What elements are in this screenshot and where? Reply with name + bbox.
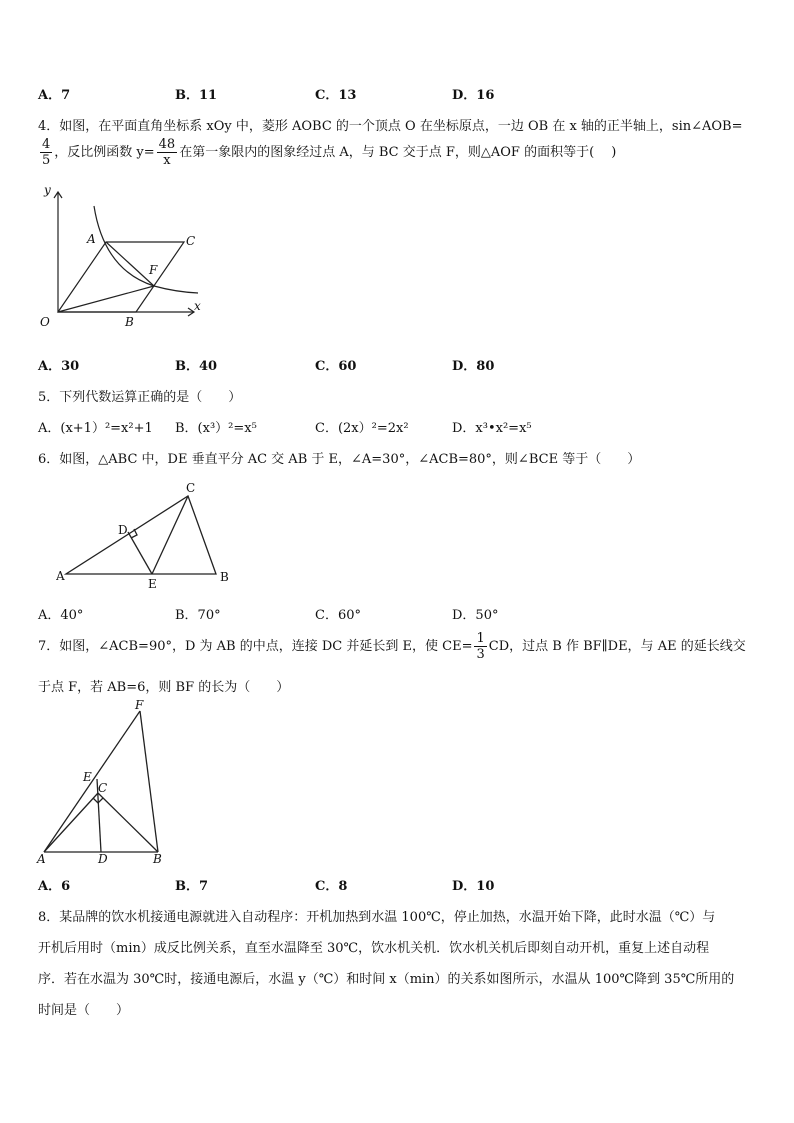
label-x: x xyxy=(194,299,201,313)
frac-num: 1 xyxy=(476,631,485,646)
q4-fraction-4-5 xyxy=(40,137,52,168)
q7-figure xyxy=(34,697,174,869)
q4-fraction-48-x xyxy=(157,137,178,168)
segment-af xyxy=(106,242,154,286)
q8-line4: 时间是（ ） xyxy=(38,1003,130,1018)
label-a: A xyxy=(56,569,65,583)
option-d: D．80 xyxy=(452,359,495,374)
label-f: F xyxy=(149,263,158,277)
label-f: F xyxy=(135,698,144,712)
frac-den: 3 xyxy=(476,647,485,662)
option-d: D．x³•x²=x⁵ xyxy=(452,421,532,436)
segment-af xyxy=(44,711,140,852)
option-c: C．8 xyxy=(315,879,348,894)
option-c: C．60° xyxy=(315,608,361,623)
frac-num: 48 xyxy=(158,137,176,152)
option-d: D．16 xyxy=(452,88,495,103)
q8-line1: 8．某品牌的饮水机接通电源就进入自动程序：开机加热到水温 100℃，停止加热，水温开始下降，此时水温（℃）与 xyxy=(38,910,716,925)
q5-question: 5．下列代数运算正确的是（ ） xyxy=(38,390,242,405)
frac-num: 4 xyxy=(42,137,51,152)
q7-line1 xyxy=(38,631,746,662)
option-a: A．30 xyxy=(38,359,80,374)
label-b: B xyxy=(125,315,134,329)
option-c: C．13 xyxy=(315,88,357,103)
q7-fraction-1-3 xyxy=(474,631,486,662)
segment-ac xyxy=(44,793,98,852)
label-o: O xyxy=(40,315,50,329)
q7-line2: 于点 F，若 AB=6，则 BF 的长为（ ） xyxy=(38,680,290,695)
q4-figure xyxy=(36,180,211,330)
label-b: B xyxy=(153,852,162,866)
option-a: A．(x+1）²=x²+1 xyxy=(38,421,153,436)
option-d: D．50° xyxy=(452,608,499,623)
hyperbola-curve xyxy=(94,206,198,293)
q6-figure xyxy=(56,482,246,592)
frac-den: 5 xyxy=(42,153,51,168)
label-e: E xyxy=(148,577,157,591)
q8-line2: 开机后用时（min）成反比例关系，直至水温降至 30℃，饮水机关机．饮水机关机后即刻自动开机，重复上述自动程 xyxy=(38,941,710,956)
option-d: D．10 xyxy=(452,879,495,894)
segment-bf xyxy=(140,711,158,852)
label-y: y xyxy=(44,183,51,197)
rhombus-aobc xyxy=(58,242,184,312)
option-a: A．40° xyxy=(38,608,84,623)
segment-cb xyxy=(98,793,158,852)
q7-line1a: 7．如图，∠ACB=90°，D 为 AB 的中点，连接 DC 并延长到 E，使 CE= xyxy=(38,639,473,654)
label-a: A xyxy=(37,852,46,866)
option-c: C．60 xyxy=(315,359,357,374)
option-b: B．40 xyxy=(175,359,218,374)
option-b: B．70° xyxy=(175,608,221,623)
q6-question: 6．如图，△ABC 中，DE 垂直平分 AC 交 AB 于 E，∠A=30°，∠ACB=80°，则∠BCE 等于（ ） xyxy=(38,452,641,467)
q4-mid1: ，反比例函数 y= xyxy=(54,145,155,160)
label-e: E xyxy=(83,770,92,784)
label-d: D xyxy=(98,852,108,866)
q4-line2 xyxy=(38,137,616,168)
q4-line1: 4．如图，在平面直角坐标系 xOy 中，菱形 AOBC 的一个顶点 O 在坐标原点，一边 OB 在 x 轴的正半轴上，sin∠AOB= xyxy=(38,119,743,134)
option-a: A．7 xyxy=(38,88,71,103)
option-b: B．11 xyxy=(175,88,218,103)
q4-mid2: 在第一象限内的图象经过点 A，与 BC 交于点 F，则△AOF 的面积等于( ) xyxy=(179,145,617,160)
option-b: B．(x³）²=x⁵ xyxy=(175,421,257,436)
option-a: A．6 xyxy=(38,879,71,894)
right-angle-mark xyxy=(131,529,137,538)
label-d: D xyxy=(118,523,128,537)
triangle-abc xyxy=(66,496,216,574)
frac-den: x xyxy=(163,153,171,168)
q8-line3: 序．若在水温为 30℃时，接通电源后，水温 y（℃）和时间 x（min）的关系如图所示，水温从 100℃降到 35℃所用的 xyxy=(38,972,735,987)
option-c: C．(2x）²=2x² xyxy=(315,421,409,436)
label-a: A xyxy=(87,232,96,246)
label-b: B xyxy=(220,570,229,584)
label-c: C xyxy=(186,482,196,495)
label-c: C xyxy=(98,781,108,795)
label-c: C xyxy=(186,234,196,248)
q7-line1b: CD，过点 B 作 BF∥DE，与 AE 的延长线交 xyxy=(488,639,746,654)
segment-of xyxy=(58,286,154,312)
option-b: B．7 xyxy=(175,879,209,894)
